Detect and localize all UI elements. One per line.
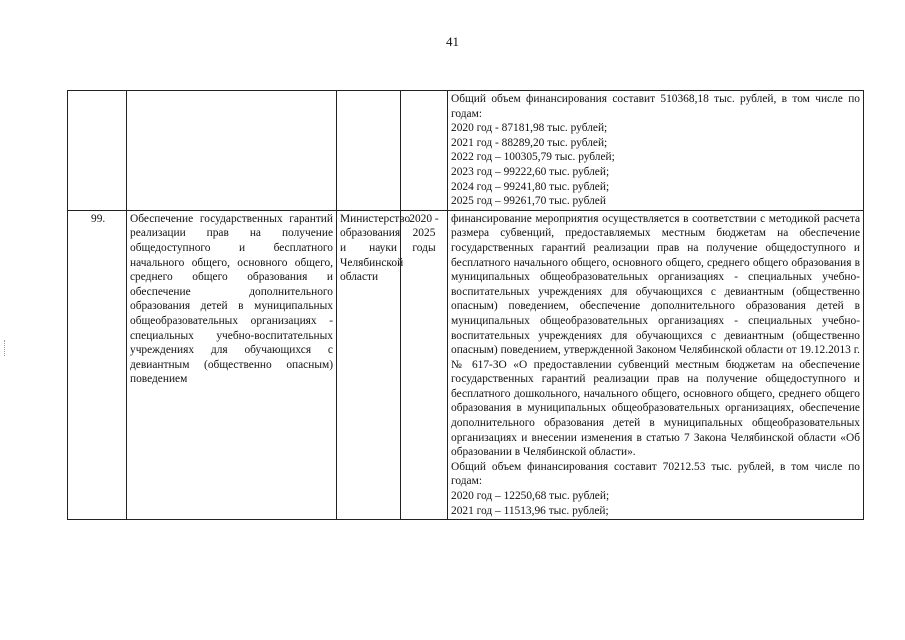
table-row-99 — [68, 210, 864, 519]
cell-financing-continuation — [448, 91, 864, 211]
row-number: 99. — [91, 212, 106, 225]
period: 2020 - 2025 годы — [401, 210, 448, 519]
financing-year-line: 2020 год - 87181,98 тыс. рублей; — [451, 122, 608, 135]
financing-year-line: 2021 год – 11513,96 тыс. рублей; — [451, 504, 609, 517]
financing-year-line: 2023 год – 99222,60 тыс. рублей; — [451, 165, 610, 178]
cell-period-empty — [401, 91, 448, 211]
measure-name: Обеспечение государственных гарантий реализации прав на получение общедоступного и бесплатного начального общего, основного общего, среднего общего образования и обеспечение дополнительного образования детей в муниципальных общеобразовательных организациях - специальных учебно-воспитательных учреждениях для обучающихся с девиантным (общественно опасным) поведением — [127, 210, 337, 519]
financing-total-line: Общий объем финансирования составит 70212.53 тыс. рублей, в том числе по годам: — [451, 460, 860, 488]
financing-year-line: 2021 год - 88289,20 тыс. рублей; — [451, 136, 608, 149]
financing-description: финансирование мероприятия осуществляется в соответствии с методикой расчета размера субвенций, предоставляемых местным бюджетам на обеспечение государственных гарантий реализации прав на получение общедоступного и бесплатного начального общего, основного общего, среднего общего образования в муниципальных общеобразовательных организациях - специальных учебно-воспитательных учреждениях для обучающихся с девиантным (общественно опасным) поведением, обеспечение дополнительного образования детей в муниципальных общеобразовательных организациях - специальных учебно-воспитательных учреждениях для обучающихся с девиантным (общественно опасным) поведением, утвержденной Законом Челябинской области от 19.12.2013 г. № 617-ЗО «О предоставлении субвенций местным бюджетам на обеспечение государственных гарантий реализации прав на получение общедоступного и бесплатного дошкольного, начального общего, основного общего, среднего общего образования в муниципальных общеобразовательных организациях, обеспечение дополнительного образования детей в муниципальных общеобразовательных организациях и внесении изменения в статью 7 Закона Челябинской области «Об образовании в Челябинской области». — [451, 212, 860, 459]
financing-year-line: 2020 год – 12250,68 тыс. рублей; — [451, 490, 610, 503]
table-row-continuation — [68, 91, 864, 211]
cell-name-empty — [127, 91, 337, 211]
measures-table — [67, 90, 864, 520]
financing-year-line: 2024 год – 99241,80 тыс. рублей; — [451, 180, 610, 193]
cell-number-empty — [68, 91, 127, 211]
financing-year-line: 2022 год – 100305,79 тыс. рублей; — [451, 151, 615, 164]
financing-total-line: Общий объем финансирования составит 510368,18 тыс. рублей, в том числе по годам: — [451, 93, 860, 120]
scan-edge-mark — [4, 340, 6, 356]
cell-executor-empty — [337, 91, 401, 211]
executor: Министерство образования и науки Челябинской области — [337, 210, 401, 519]
page-number: 41 — [446, 34, 459, 49]
financing-year-line: 2025 год – 99261,70 тыс. рублей — [451, 195, 606, 208]
